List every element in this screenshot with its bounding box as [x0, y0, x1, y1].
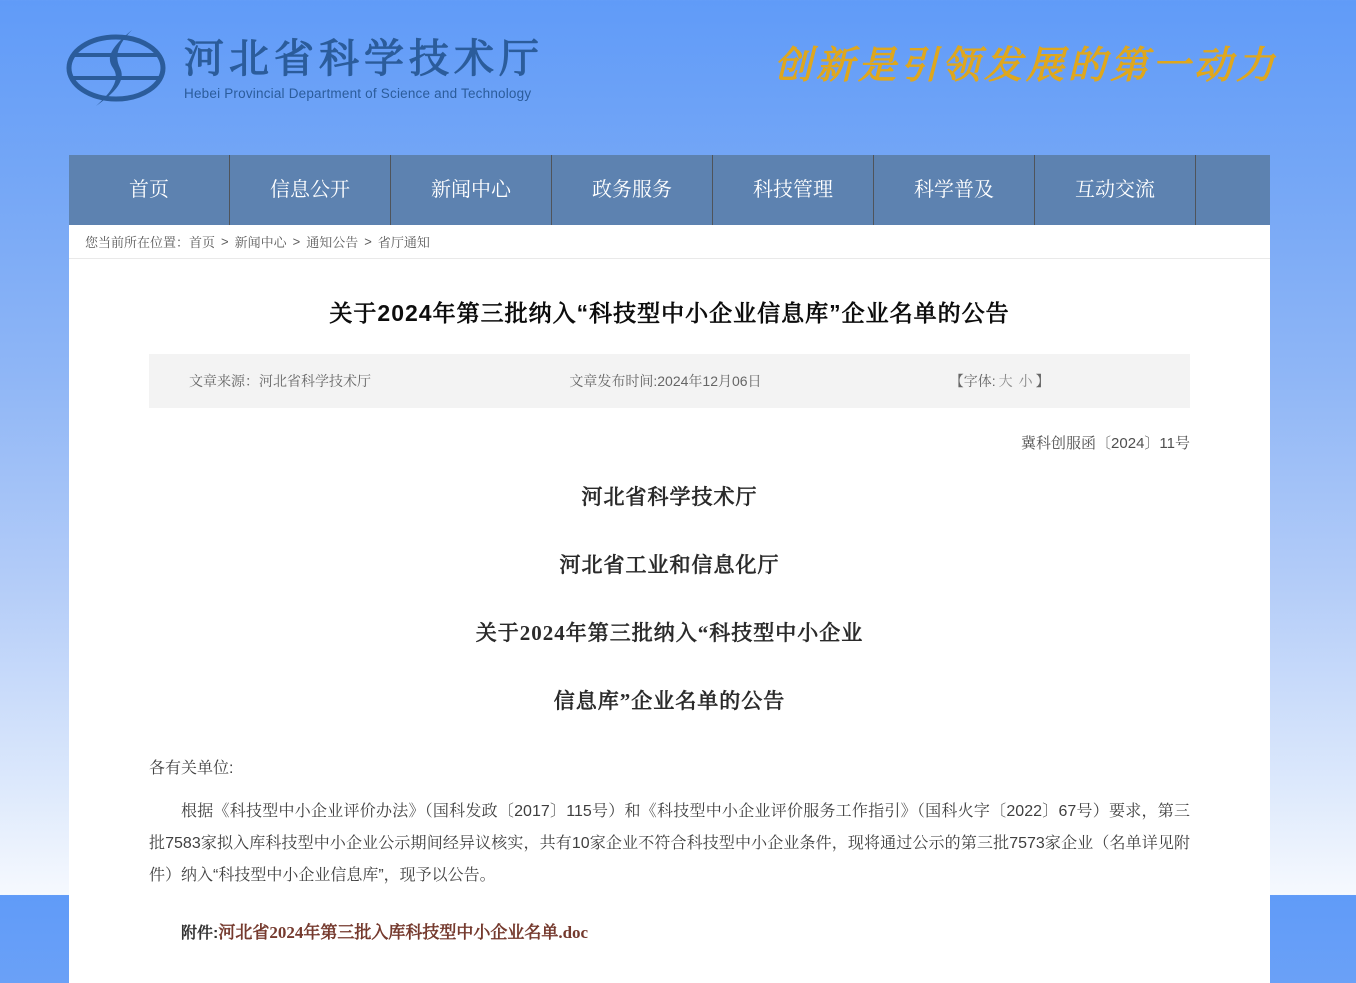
font-size-control [950, 371, 1190, 391]
breadcrumb [69, 225, 1270, 259]
breadcrumb-link-dept-notice[interactable]: 省厅通知 [377, 235, 430, 250]
issuer-heading-science-dept: 河北省科学技术厅 [581, 485, 758, 509]
announcement-heading-line1: 关于2024年第三批纳入“科技型中小企业 [475, 621, 864, 645]
header-slogan: 创新是引领发展的第一动力 [773, 42, 1278, 87]
site-header [0, 0, 1356, 155]
article-publish-time: 文章发布时间:2024年12月06日 [569, 373, 762, 389]
article-meta-bar [149, 354, 1190, 408]
page-container [69, 155, 1270, 983]
nav-item-home[interactable]: 首页 [69, 155, 230, 225]
site-title: 河北省科学技术厅 [184, 36, 544, 81]
document-number: 冀科创服函〔2024〕11号 [1021, 435, 1190, 452]
document-headings [149, 483, 1190, 715]
attachment-label: 附件: [181, 925, 219, 942]
nav-item-science-popularization[interactable]: 科学普及 [874, 155, 1035, 225]
font-size-suffix: 】 [1035, 373, 1050, 389]
font-size-prefix: 【字体: [949, 373, 996, 389]
nav-item-gov-services[interactable]: 政务服务 [552, 155, 713, 225]
announcement-heading-line2: 信息库”企业名单的公告 [553, 689, 786, 713]
font-size-decrease-button[interactable]: 小 [1018, 373, 1033, 389]
attachment-doc-link[interactable]: 河北省2024年第三批入库科技型中小企业名单.doc [218, 923, 589, 942]
nav-spacer [1196, 155, 1270, 225]
salutation: 各有关单位: [149, 760, 234, 777]
nav-item-news-center[interactable]: 新闻中心 [391, 155, 552, 225]
site-subtitle: Hebei Provincial Department of Science and Technology [184, 85, 532, 101]
breadcrumb-separator: > [221, 234, 229, 249]
nav-item-interaction[interactable]: 互动交流 [1035, 155, 1196, 225]
main-navigation [69, 155, 1270, 225]
breadcrumb-link-news-center[interactable]: 新闻中心 [234, 235, 287, 250]
font-size-increase-button[interactable]: 大 [998, 373, 1013, 389]
breadcrumb-prefix: 您当前所在位置： [85, 235, 190, 250]
breadcrumb-link-home[interactable]: 首页 [189, 235, 216, 250]
article-title: 关于2024年第三批纳入“科技型中小企业信息库”企业名单的公告 [329, 300, 1010, 326]
breadcrumb-separator: > [364, 234, 372, 249]
body-paragraph: 根据《科技型中小企业评价办法》（国科发政〔2017〕115号）和《科技型中小企业评价服务工作指引》（国科火字〔2022〕67号）要求，第三批7583家拟入库科技型中小企业公示期间经异议核实，共有10家企业不符合科技型中小企业条件，现将通过公示的第三批7573家企业（名单详见附件）纳入“科技型中小企业信息库”，现予以公告。 [149, 803, 1190, 884]
breadcrumb-separator: > [292, 234, 301, 249]
nav-item-tech-management[interactable]: 科技管理 [713, 155, 874, 225]
breadcrumb-link-notices[interactable]: 通知公告 [306, 235, 359, 250]
article-content [69, 259, 1270, 983]
logo-text [184, 36, 544, 101]
nav-item-info-disclosure[interactable]: 信息公开 [230, 155, 391, 225]
globe-logo-icon [66, 28, 170, 108]
article-source: 文章来源：河北省科学技术厅 [189, 373, 371, 389]
issuer-heading-industry-dept: 河北省工业和信息化厅 [559, 553, 780, 577]
site-logo[interactable] [66, 28, 544, 108]
attachment-line [149, 918, 1190, 943]
